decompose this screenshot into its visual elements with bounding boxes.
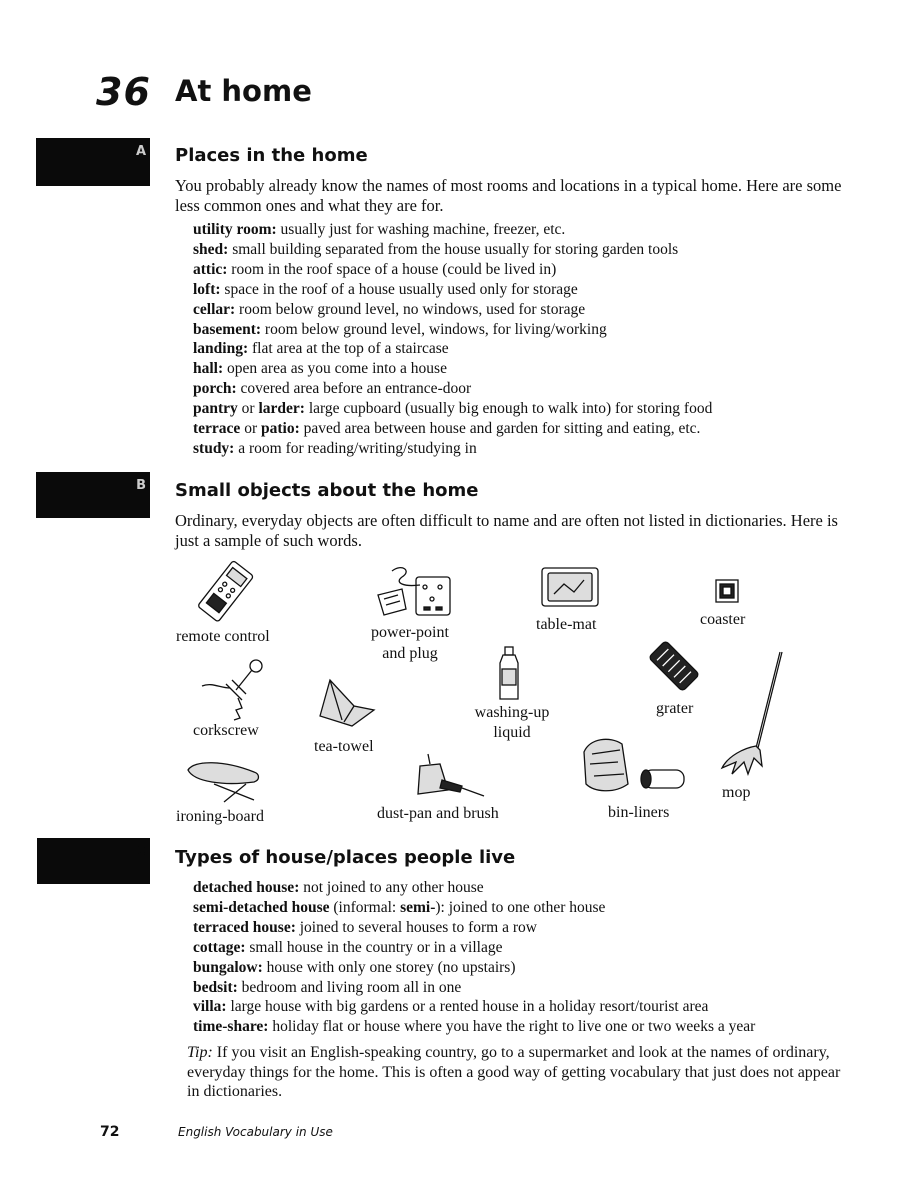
list-item: hall: open area as you come into a house: [193, 360, 447, 378]
section-a-letter: A: [135, 144, 146, 159]
label-bin-liners: bin-liners: [608, 804, 670, 821]
unit-number: 36: [96, 70, 151, 114]
tip-label: Tip:: [187, 1044, 213, 1061]
list-item: pantry or larder: large cupboard (usually big enough to walk into) for storing food: [193, 400, 713, 418]
section-b-heading: Small objects about the home: [175, 480, 479, 501]
tip-text: If you visit an English-speaking country, go to a supermarket and look at the names of ordinary, everyday things for the home. This is often a good way of getting vocabulary that just does not appear in dictionaries.: [187, 1044, 841, 1100]
washing-up-liquid-icon: [494, 645, 524, 703]
book-title: English Vocabulary in Use: [178, 1125, 333, 1139]
unit-title: At home: [175, 74, 312, 108]
section-a-marker: [36, 138, 150, 186]
section-a-heading: Places in the home: [175, 145, 368, 166]
tip-box: [187, 1043, 847, 1102]
tea-towel-icon: [314, 676, 378, 728]
list-item: semi-detached house (informal: semi-): joined to one other house: [193, 898, 606, 916]
remote-control-icon: [190, 560, 260, 625]
section-b-marker: [36, 472, 150, 518]
grater-icon: [644, 638, 704, 694]
list-item: terrace or patio: paved area between house and garden for sitting and eating, etc.: [193, 420, 701, 438]
section-b-letter: B: [136, 478, 146, 493]
label-dust-pan-brush: dust-pan and brush: [377, 805, 499, 822]
label-washing-up-liquid: washing-up liquid: [474, 704, 550, 741]
list-item: loft: space in the roof of a house usually used only for storage: [193, 280, 578, 298]
list-item: terraced house: joined to several houses to form a row: [193, 918, 537, 936]
label-table-mat: table-mat: [536, 616, 597, 633]
section-b-intro: Ordinary, everyday objects are often difficult to name and are often not listed in dictionaries. Here is just a sample of such words.: [175, 511, 838, 550]
places-list: [193, 220, 853, 459]
power-point-plug-icon: [372, 565, 457, 620]
label-grater: grater: [656, 700, 694, 717]
list-item: bungalow: house with only one storey (no upstairs): [193, 958, 516, 976]
list-item: time-share: holiday flat or house where you have the right to live one or two weeks a year: [193, 1018, 756, 1036]
coaster-icon: [714, 578, 740, 604]
list-item: bedsit: bedroom and living room all in one: [193, 978, 462, 996]
ironing-board-icon: [184, 756, 274, 806]
page-number: 72: [100, 1124, 120, 1140]
label-tea-towel: tea-towel: [314, 738, 374, 755]
list-item: porch: covered area before an entrance-door: [193, 380, 472, 398]
list-item: attic: room in the roof space of a house (could be lived in): [193, 260, 557, 278]
section-c-marker: [37, 838, 150, 884]
list-item: shed: small building separated from the house usually for storing garden tools: [193, 240, 679, 258]
corkscrew-icon: [198, 658, 268, 724]
bin-liners-icon: [580, 734, 690, 800]
mop-icon: [716, 650, 786, 780]
list-item: utility room: usually just for washing machine, freezer, etc.: [193, 221, 566, 238]
list-item: basement: room below ground level, windows, for living/working: [193, 320, 607, 338]
list-item: detached house: not joined to any other house: [193, 879, 484, 896]
table-mat-icon: [540, 566, 600, 608]
list-item: cottage: small house in the country or in a village: [193, 938, 503, 956]
section-c-heading: Types of house/places people live: [175, 847, 516, 868]
list-item: villa: large house with big gardens or a rented house in a holiday resort/tourist area: [193, 998, 709, 1016]
section-a-intro: You probably already know the names of most rooms and locations in a typical home. Here are some less common ones and what they are for.: [175, 176, 842, 215]
list-item: study: a room for reading/writing/studying in: [193, 439, 477, 457]
list-item: landing: flat area at the top of a staircase: [193, 340, 449, 358]
house-types-list: [193, 878, 863, 1037]
dust-pan-brush-icon: [412, 752, 492, 802]
label-power-point: power-point and plug: [371, 624, 449, 662]
label-ironing-board: ironing-board: [176, 808, 264, 825]
list-item: cellar: room below ground level, no windows, used for storage: [193, 300, 586, 318]
label-remote-control: remote control: [176, 628, 270, 645]
label-corkscrew: corkscrew: [193, 722, 259, 739]
label-coaster: coaster: [700, 611, 746, 628]
label-mop: mop: [722, 784, 751, 801]
section-c-letter: C: [136, 844, 146, 859]
